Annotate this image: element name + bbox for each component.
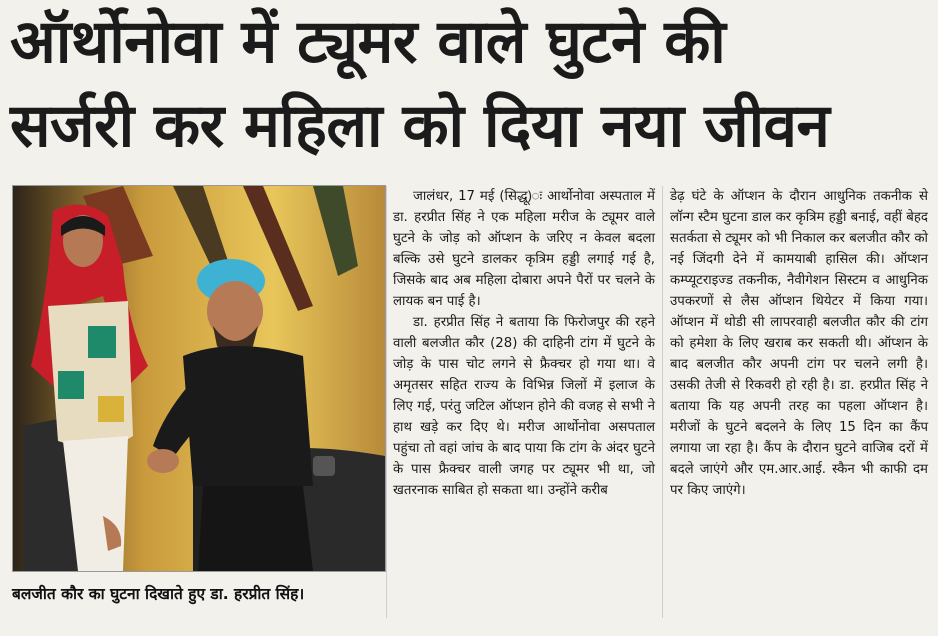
article-column-1 <box>393 186 655 501</box>
headline-line-2: सर्जरी कर महिला को दिया नया जीवन <box>10 91 830 161</box>
headline-line-1: ऑर्थोनोवा में ट्यूमर वाले घुटने की <box>10 7 726 77</box>
article-column-2 <box>670 186 928 501</box>
photo-caption: बलजीत कौर का घुटना दिखाते हुए डा. हरप्रीत सिंह। <box>12 585 305 603</box>
article-paragraph: जालंधर, 17 मई (सिद्धू)ः आर्थोनोवा अस्पताल में डा. हरप्रीत सिंह ने एक महिला मरीज के ट्यूमर वाले घुटने के जोड़ को ऑप्शन के जरिए न केवल बदला बल्कि उसे घुटने डालकर कृत्रिम हड्डी लगाई गई है, जिसके बाद अब महिला दोबारा अपने पैरों पर चलने के लायक बन पाई है। <box>393 189 655 309</box>
headline <box>10 0 930 168</box>
article-paragraph: डेढ़ घंटे के ऑप्शन के दौरान आधुनिक तकनीक से लॉन्ग स्टैम घुटना डाल कर कृत्रिम हड्डी बनाई, वहीं बेहद सतर्कता से ट्यूमर को भी निकाल कर बलजीत कौर को नई जिंदगी देने में कामयाबी हासिल की। ऑप्शन कम्प्यूटराइज्ड तकनीक, नैवीगेशन सिस्टम व आधुनिक उपकरणों से लैस ऑप्शन थियेटर में किया गया। ऑप्शन में थोडी सी लापरवाही बलजीत कौर की टांग को हमेशा के लिए खराब कर सकती थी। ऑप्शन के बाद बलजीत कौर अपनी टांग पर चलने लगी है। उसकी तेजी से रिकवरी हो रही है। डा. हरप्रीत सिंह ने बताया कि यह अपनी तरह का पहला ऑप्शन है। मरीजों के घुटने बदलने के लिए 15 दिन का कैंप लगाया जा रहा है। कैंप के दौरान घुटने वाजिब दरों में बदले जाएंगे और एम.आर.आई. स्कैन भी काफी दम पर किए जाएंगे। <box>670 189 928 498</box>
photo-illustration <box>13 186 385 571</box>
column-divider <box>662 186 663 618</box>
column-divider <box>386 186 387 618</box>
article-paragraph: डा. हरप्रीत सिंह ने बताया कि फिरोजपुर की रहने वाली बलजीत कौर (28) की दाहिनी टांग में घुटने के जोड़ के पास चोट लगने से फ्रैक्चर हो गया था। वे अमृतसर सहित राज्य के विभिन्न जिलों में इलाज के लिए गई, परंतु जटिल ऑप्शन होने की वजह से सभी ने हाथ खड़े कर दिए थे। मरीज आर्थोनोवा असपताल पहुंचा तो वहां जांच के बाद पाया कि टांग के अंदर घुटने के पास फ्रैक्चर वाली जगह पर ट्यूमर भी था, जो खतरनाक साबित हो सकता था। उन्होंने करीब <box>393 315 655 498</box>
news-photo <box>12 185 386 572</box>
